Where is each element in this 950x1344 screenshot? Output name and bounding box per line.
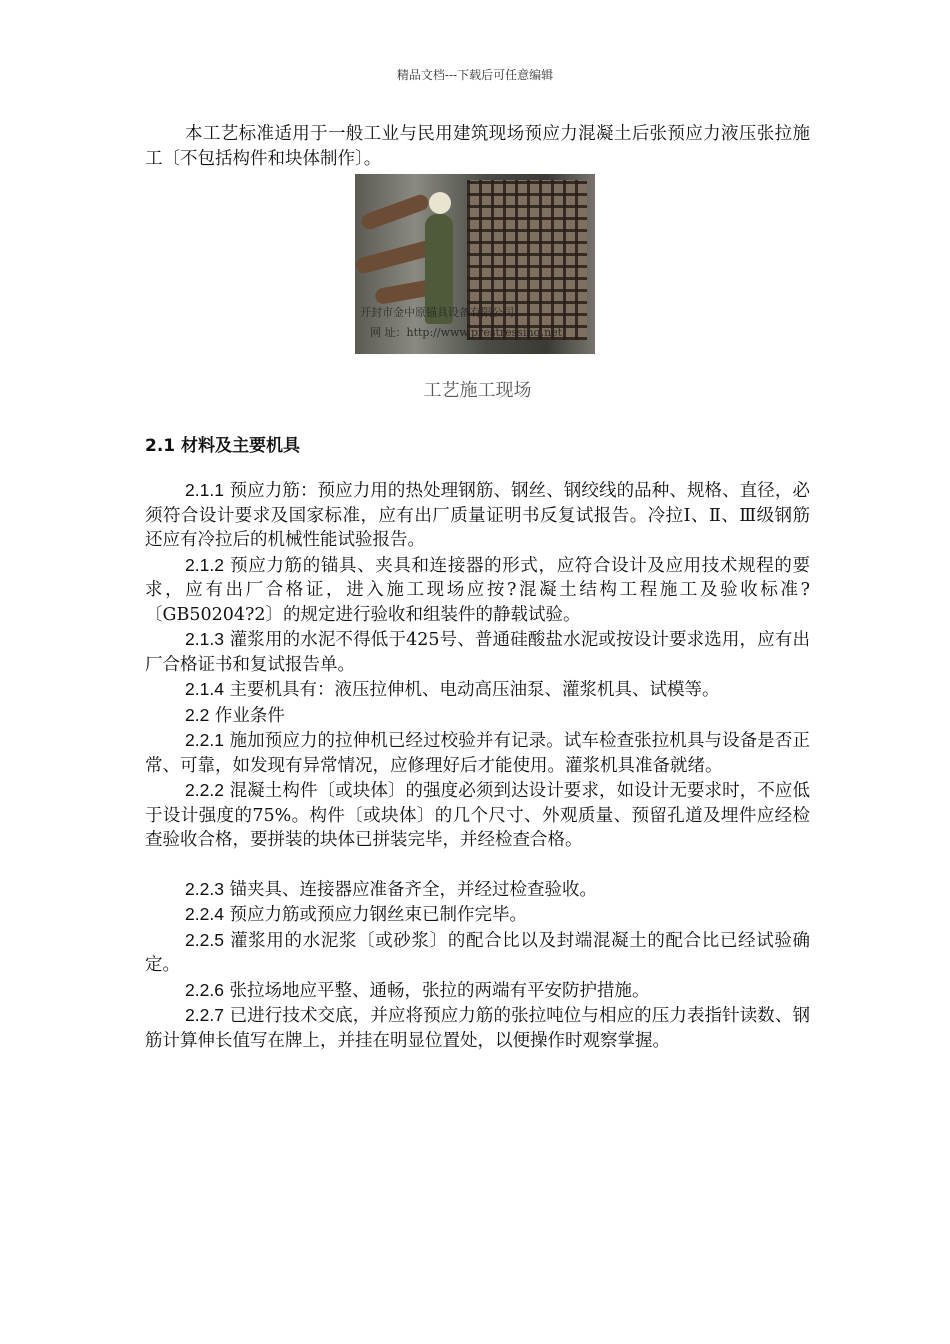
numbered-paragraph [145,478,810,553]
paragraph-number: 2.1.4 [185,679,224,699]
photo-watermark-2: 网 址：http://www.prestressing.net [370,326,563,339]
paragraph-number: 2.2.4 [185,904,224,924]
photo-caption: 工艺施工现场 [423,380,532,401]
numbered-paragraph [145,627,810,677]
paragraph-number: 2.1.2 [185,554,224,575]
paragraph-number: 2.2 [185,704,210,725]
worker-head [429,192,451,214]
paragraph-number: 2.2.6 [185,979,224,1000]
paragraph-text: 主要机具有：液压拉伸机、电动高压油泵、灌浆机具、试模等。 [229,680,720,700]
pipe-shape [359,193,430,232]
numbered-paragraph [145,1003,810,1053]
numbered-paragraph [145,978,810,1004]
paragraph-text: 预应力筋或预应力钢丝束已制作完毕。 [229,905,528,925]
pipe-shape [355,239,436,275]
numbered-paragraph [145,703,810,729]
paragraph-number: 2.2.5 [185,929,224,950]
paragraph-text: 作业条件 [214,705,285,726]
paragraph-number: 2.2.7 [185,1005,224,1025]
paragraph-text: 已进行技术交底，并应将预应力筋的张拉吨位与相应的压力表指针读数、钢筋计算伸长值写在牌上，并挂在明显位置处，以便操作时观察掌握。 [145,1006,810,1051]
paragraph-text: 施加预应力的拉伸机已经过校验并有记录。试车检查张拉机具与设备是否正常、可靠，如发现有异常情况，应修理好后才能使用。灌浆机具准备就绪。 [145,731,810,776]
paragraph-number: 2.2.1 [185,730,224,750]
numbered-paragraph [145,553,810,628]
paragraph-number: 2.2.2 [185,780,224,800]
numbered-paragraph [145,728,810,778]
paragraph-number: 2.1.3 [185,629,224,649]
numbered-paragraph [145,778,810,853]
numbered-paragraph [145,928,810,978]
paragraph-text: 灌浆用的水泥浆〔或砂浆〕的配合比以及封端混凝土的配合比已经试验确定。 [145,930,810,975]
numbered-paragraph [145,677,810,703]
paragraph-text: 混凝土构件〔或块体〕的强度必须到达设计要求，如设计无要求时，不应低于设计强度的75%。构件〔或块体〕的几个尺寸、外观质量、预留孔道及埋件应经检查验收合格，要拼装的块体已拼装完毕，并经检查合格。 [145,781,810,850]
paragraph-text: 预应力筋：预应力用的热处理钢筋、钢丝、钢绞线的品种、规格、直径，必须符合设计要求及国家标准，应有出厂质量证明书反复试报告。冷拉Ⅰ、Ⅱ、Ⅲ级钢筋还应有冷拉后的机械性能试验报告。 [145,481,810,550]
page-header: 精品文档---下载后可任意编辑 [396,68,554,82]
numbered-paragraph [145,902,810,928]
paragraph-text: 预应力筋的锚具、夹具和连接器的形式，应符合设计及应用技术规程的要求，应有出厂合格证，进入施工现场应按?混凝土结构工程施工及验收标准?〔GB50204?2〕的规定进行验收和组装件的静载试验。 [145,555,810,625]
paragraph-text: 灌浆用的水泥不得低于425号、普通硅酸盐水泥或按设计要求选用，应有出厂合格证书和复试报告单。 [145,630,810,675]
paragraph-text: 锚夹具、连接器应准备齐全，并经过检查验收。 [229,879,598,900]
paragraph-number: 2.2.3 [185,878,224,899]
photo-watermark-1: 开封市金中原锚具设备有限公司 [360,306,514,319]
paragraph-group-1 [145,478,810,853]
paragraph-number: 2.1.1 [185,480,224,500]
document-body [145,122,810,1053]
paragraph-group-2 [145,877,810,1054]
intro-paragraph: 本工艺标准适用于一般工业与民用建筑现场预应力混凝土后张预应力液压张拉施工〔不包括构件和块体制作〕。 [145,124,810,169]
section-heading: 2.1 材料及主要机具 [145,435,301,456]
numbered-paragraph [145,877,810,903]
construction-photo [355,174,595,354]
paragraph-text: 张拉场地应平整、通畅，张拉的两端有平安防护措施。 [229,980,650,1001]
